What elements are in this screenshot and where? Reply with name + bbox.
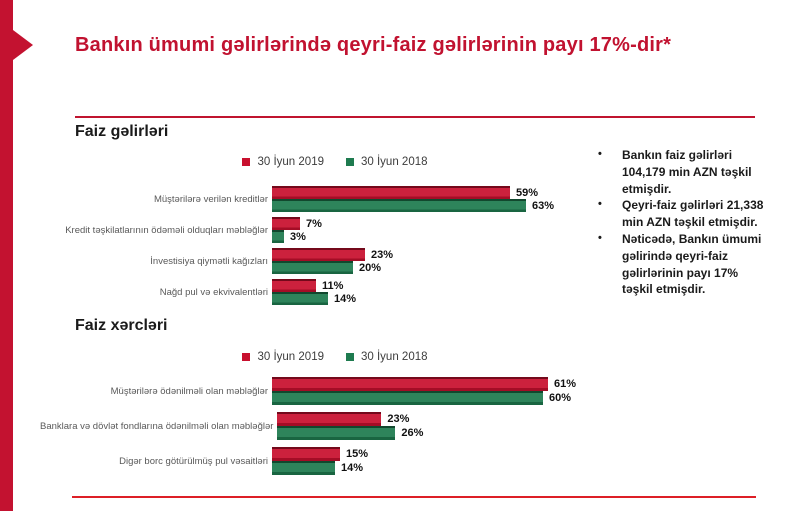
note-text: Qeyri-faiz gəlirləri 21,338 min AZN təşkil etmişdir. <box>622 198 764 230</box>
chart-row <box>40 377 780 405</box>
category-label: Müştərilərə verilən kreditlər <box>153 193 268 205</box>
note-text: Bankın faiz gəlirləri 104,179 min AZN təşkil etmişdir. <box>622 148 752 196</box>
value-label: 14% <box>334 292 357 305</box>
bar <box>272 279 316 292</box>
bullet-icon: • <box>598 231 602 244</box>
bar <box>272 217 300 230</box>
bar <box>272 292 328 305</box>
note-item <box>598 231 770 298</box>
bar <box>277 412 381 426</box>
value-label: 23% <box>371 248 394 261</box>
note-text: Nəticədə, Bankın ümumi gəlirində qeyri-faiz gəlirlərinin payı 17% təşkil etmişdir. <box>622 231 762 297</box>
bullet-icon: • <box>598 198 602 211</box>
bar-group <box>277 412 423 440</box>
bar <box>272 230 284 243</box>
bar-group <box>272 279 356 305</box>
bar-line <box>272 230 322 243</box>
value-label: 15% <box>346 448 369 460</box>
notes-list <box>598 147 770 298</box>
bar <box>272 261 353 274</box>
bar <box>277 426 395 440</box>
bar <box>272 447 340 461</box>
bar-line <box>272 461 368 475</box>
bar-line <box>272 447 368 461</box>
chart-row <box>40 447 780 475</box>
category-label: Müştərilərə ödənilməli olan məbləğlər <box>110 385 268 397</box>
legend-item <box>346 156 428 168</box>
bar-line <box>272 279 356 292</box>
bar-group <box>272 377 576 405</box>
legend-item <box>242 351 324 363</box>
bar <box>272 248 365 261</box>
legend-label: 30 İyun 2018 <box>361 351 428 363</box>
legend-label: 30 İyun 2019 <box>257 156 324 168</box>
category-label: Banklara və dövlət fondlarına ödənilməli olan məbləğlər <box>40 420 274 432</box>
value-label: 61% <box>554 378 577 390</box>
chevron-right-icon <box>13 30 33 60</box>
note-item <box>598 197 770 231</box>
value-label: 23% <box>387 413 410 425</box>
legend-swatch-icon <box>242 353 250 361</box>
bar-line <box>277 426 423 440</box>
legend-item <box>346 351 428 363</box>
bar <box>272 186 510 199</box>
left-accent-bar <box>0 0 13 511</box>
bar-line <box>272 186 554 199</box>
bottom-divider <box>72 496 756 498</box>
category-label: Digər borc götürülmüş pul vəsaitləri <box>119 455 268 467</box>
value-label: 63% <box>532 199 555 212</box>
legend-swatch-icon <box>346 158 354 166</box>
bar-line <box>277 412 423 426</box>
value-label: 7% <box>306 217 322 230</box>
legend-swatch-icon <box>242 158 250 166</box>
value-label: 3% <box>290 230 306 243</box>
bar <box>272 391 543 405</box>
chart-rows <box>40 377 780 475</box>
value-label: 59% <box>516 186 539 199</box>
bullet-icon: • <box>598 148 602 160</box>
bar-group <box>272 248 393 274</box>
bar-line <box>272 377 576 391</box>
legend-swatch-icon <box>346 353 354 361</box>
chart-title: Faiz gəlirləri <box>75 123 169 140</box>
value-label: 14% <box>341 462 364 474</box>
bar-line <box>272 248 393 261</box>
category-label: İnvestisiya qiymətli kağızları <box>150 255 268 267</box>
bar <box>272 377 548 391</box>
chart-row <box>40 412 780 440</box>
chart-title: Faiz xərcləri <box>75 317 168 334</box>
top-divider <box>75 116 755 118</box>
chart-legend <box>75 156 595 168</box>
bar-line <box>272 391 576 405</box>
value-label: 20% <box>359 261 382 274</box>
bar-group <box>272 447 368 475</box>
legend-item <box>242 156 324 168</box>
chart-legend <box>75 351 595 363</box>
bar <box>272 461 335 475</box>
legend-label: 30 İyun 2018 <box>361 156 428 168</box>
category-label: Nağd pul və ekvivalentləri <box>159 286 268 298</box>
bar-line <box>272 292 356 305</box>
note-item <box>598 147 770 197</box>
value-label: 26% <box>401 427 424 439</box>
bar-group <box>272 186 554 212</box>
bar <box>272 199 526 212</box>
value-label: 11% <box>322 279 344 292</box>
value-label: 60% <box>549 392 572 404</box>
bar-line <box>272 261 393 274</box>
page-title: Bankın ümumi gəlirlərində qeyri-faiz gəlirlərinin payı 17%-dir* <box>75 34 672 56</box>
category-label: Kredit təşkilatlarının ödəməli olduqları məbləğlər <box>65 224 268 236</box>
bar-line <box>272 199 554 212</box>
bar-line <box>272 217 322 230</box>
legend-label: 30 İyun 2019 <box>257 351 324 363</box>
bar-group <box>272 217 322 243</box>
